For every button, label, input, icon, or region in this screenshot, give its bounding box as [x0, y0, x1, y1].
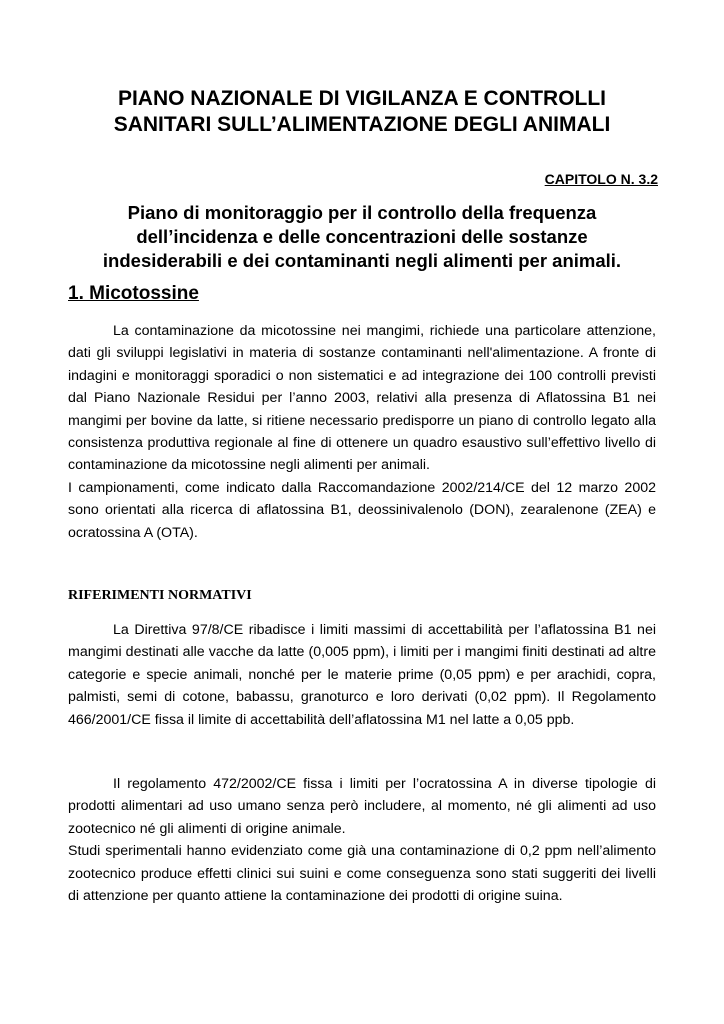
section-paragraph-1: La contaminazione da micotossine nei mangimi, richiede una particolare attenzione, dati gli sviluppi legislativi in materia di sostanze contaminanti nell'alimentazione. A fronte di indagini e monitoraggi sporadici o non sistematici e ad integrazione dei 100 controlli previsti dal Piano Nazionale Residui per l’anno 2003, relativi alla presenza di Aflatossina B1 nei mangimi per bovine da latte, si ritiene necessario predisporre un piano di controllo legato alla consistenza produttiva regionale al fine di ottenere un quadro esaustivo sull’effettivo livello di contaminazione da micotossine negli alimenti per animali. [68, 323, 656, 474]
section-heading-micotossine: 1. Micotossine [68, 283, 199, 304]
document-subtitle-line-3: indesiderabili e dei contaminanti negli alimenti per animali. [102, 250, 622, 271]
references-paragraph-3: Studi sperimentali hanno evidenziato come già una contaminazione di 0,2 ppm nell’alimento zootecnico produce effetti clinici sui suini e come conseguenza sono stati suggeriti dei livelli di attenzione per quanto attiene la contaminazione dei prodotti di origine suina. [68, 843, 656, 905]
references-body-2 [68, 773, 656, 907]
references-paragraph-1: La Direttiva 97/8/CE ribadisce i limiti massimi di accettabilità per l’aflatossina B1 nei mangimi destinati alle vacche da latte (0,005 ppm), i limiti per i mangimi finiti destinati ad altre categorie e specie animali, nonché per le materie prime (0,05 ppm) e per arachidi, copra, palmisti, semi di cotone, babassu, granoturco e loro derivati (0,02 ppm). Il Regolamento 466/2001/CE fissa il limite di accettabilità dell’aflatossina M1 nel latte a 0,05 ppb. [68, 622, 656, 728]
document-subtitle-line-2: dell’incidenza e delle concentrazioni delle sostanze [136, 226, 588, 247]
document-title-line-2: SANITARI SULL’ALIMENTAZIONE DEGLI ANIMALI [113, 113, 611, 136]
document-subtitle-line-1: Piano di monitoraggio per il controllo della frequenza [127, 202, 597, 223]
document-title-line-1: PIANO NAZIONALE DI VIGILANZA E CONTROLLI [117, 87, 607, 110]
references-heading: RIFERIMENTI NORMATIVI [68, 588, 252, 603]
section-body [68, 320, 656, 544]
document-title [40, 86, 684, 138]
document-subtitle [40, 201, 684, 273]
chapter-label: CAPITOLO N. 3.2 [544, 171, 658, 187]
section-paragraph-2: I campionamenti, come indicato dalla Raccomandazione 2002/214/CE del 12 marzo 2002 sono orientati alla ricerca di aflatossina B1, deossinivalenolo (DON), zearalenone (ZEA) e ocratossina A (OTA). [68, 479, 656, 541]
references-body-1 [68, 619, 656, 731]
references-paragraph-2: Il regolamento 472/2002/CE fissa i limiti per l’ocratossina A in diverse tipologie di prodotti alimentari ad uso umano senza però includere, al momento, né gli alimenti ad uso zootecnico né gli alimenti di origine animale. [68, 776, 656, 837]
